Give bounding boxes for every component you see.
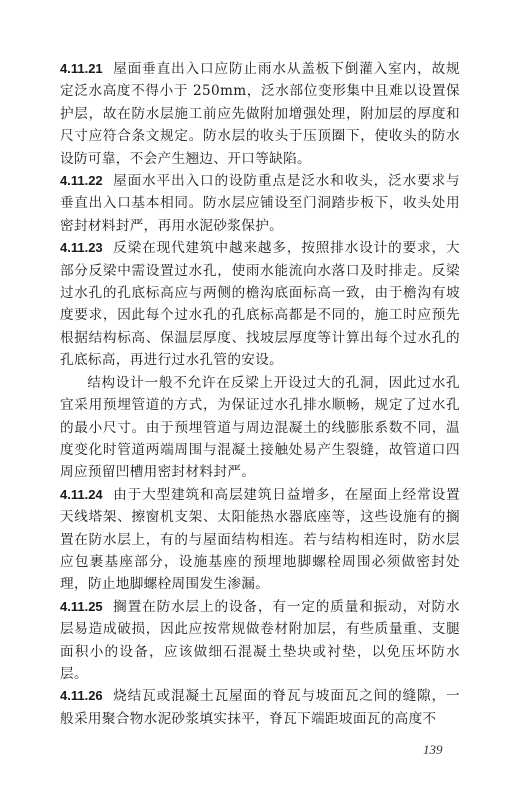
section-text: 屋面水平出入口的设防重点是泛水和收头，泛水要求与垂直出入口基本相同。防水层应铺设至门洞踏步板下，收头处用密封材料封严，再用水泥砂浆保护。 — [60, 173, 460, 234]
section-number: 4.11.25 — [60, 598, 103, 614]
body-text — [60, 58, 460, 730]
section-4-11-26 — [60, 685, 460, 730]
section-text: 屋面垂直出入口应防止雨水从盖板下倒灌入室内，故规定泛水高度不得小于 250mm，泛水部位变形集中且难以设置保护层，故在防水层施工前应先做附加增强处理，附加层的厚度和尺寸应符合条文规定。防水层的收头于压顶圈下，使收头的防水设防可靠，不会产生翘边、开口等缺陷。 — [60, 61, 460, 167]
section-4-11-21 — [60, 58, 460, 170]
section-text: 反梁在现代建筑中越来越多，按照排水设计的要求，大部分反梁中需设置过水孔，使雨水能流向水落口及时排走。反梁过水孔的孔底标高应与两侧的檐沟底面标高一致，由于檐沟有坡度要求，因此每个过水孔的孔底标高都是不同的，施工时应预先根据结构标高、保温层厚度、找坡层厚度等计算出每个过水孔的孔底标高，再进行过水孔管的安设。 — [60, 240, 460, 369]
section-number: 4.11.22 — [60, 173, 103, 189]
section-text: 搁置在防水层上的设备，有一定的质量和振动，对防水层易造成破损，因此应按常规做卷材附加层，有些质量重、支腿面积小的设备，应该做细石混凝土垫块或衬垫，以免压坏防水层。 — [60, 598, 460, 682]
page-number: 139 — [423, 742, 443, 757]
section-4-11-25 — [60, 596, 460, 686]
section-text: 烧结瓦或混凝土瓦屋面的脊瓦与坡面瓦之间的缝隙，一般采用聚合物水泥砂浆填实抹平，脊瓦下端距坡面瓦的高度不 — [60, 688, 460, 727]
section-number: 4.11.21 — [60, 61, 103, 76]
section-number: 4.11.23 — [60, 240, 103, 256]
section-number: 4.11.26 — [60, 688, 103, 704]
section-4-11-24 — [60, 484, 460, 596]
section-4-11-23-continued — [60, 372, 460, 484]
section-text: 结构设计一般不允许在反梁上开设过大的孔洞，因此过水孔宜采用预埋管道的方式，为保证过水孔排水顺畅，规定了过水孔的最小尺寸。由于预埋管道与周边混凝土的线膨胀系数不同，温度变化时管道两端周围与混凝土接触处易产生裂缝，故管道口四周应预留凹槽用密封材料封严。 — [60, 374, 460, 481]
section-4-11-22 — [60, 170, 460, 237]
section-number: 4.11.24 — [60, 486, 103, 502]
section-text: 由于大型建筑和高层建筑日益增多，在屋面上经常设置天线塔架、擦窗机支架、太阳能热水器底座等，这些设施有的搁置在防水层上，有的与屋面结构相连。若与结构相连时，防水层应包裹基座部分，设施基座的预埋地脚螺栓周围必须做密封处理，防止地脚螺栓周围发生渗漏。 — [60, 486, 460, 593]
section-4-11-23 — [60, 237, 460, 371]
